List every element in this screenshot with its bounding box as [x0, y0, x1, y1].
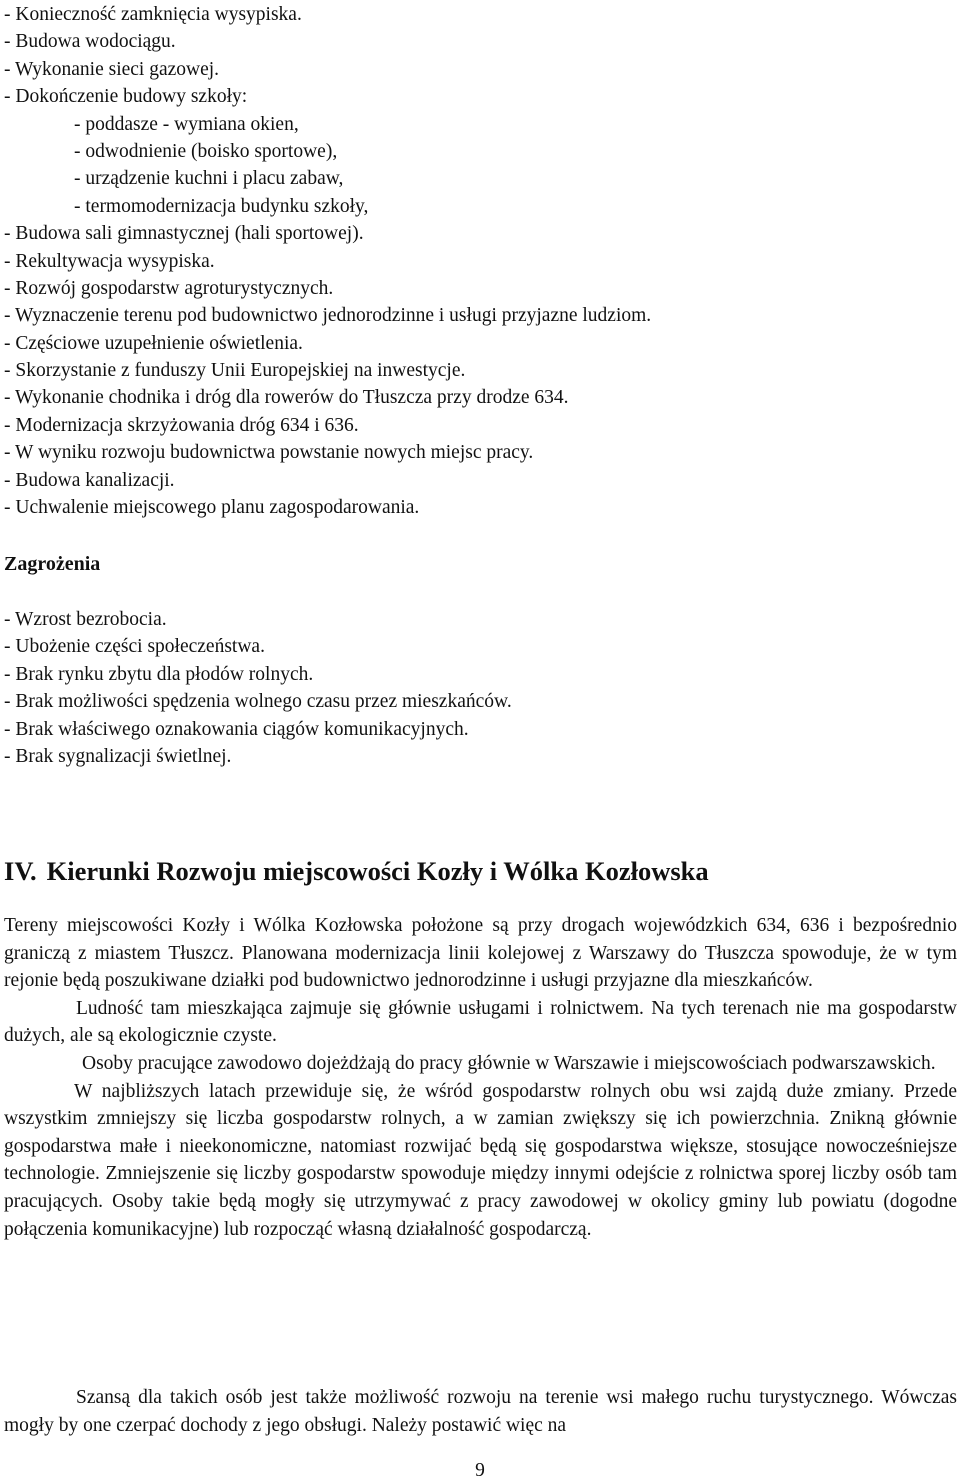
paragraph: Osoby pracujące zawodowo dojeżdżają do pracy głównie w Warszawie i miejscowościach podwarszawskich. [82, 1052, 936, 1074]
list-item: - W wyniku rozwoju budownictwa powstanie nowych miejsc pracy. [4, 442, 534, 464]
final-paragraph: Szansą dla takich osób jest także możliwość rozwoju na terenie wsi małego ruchu turystycznego. Wówczas mogły by one czerpać dochody z jego obsługi. Należy postawić więc na [4, 1387, 957, 1436]
list-item: - Uchwalenie miejscowego planu zagospodarowania. [4, 497, 420, 519]
threat-item: - Brak sygnalizacji świetlnej. [4, 745, 232, 767]
list-item: - Modernizacja skrzyżowania dróg 634 i 636. [4, 414, 359, 436]
list-item: - urządzenie kuchni i placu zabaw, [74, 168, 344, 190]
section-number: IV. [4, 856, 37, 886]
threat-item: - Brak właściwego oznakowania ciągów komunikacyjnych. [4, 718, 469, 740]
paragraph: Ludność tam mieszkająca zajmuje się głównie usługami i rolnictwem. Na tych terenach nie ma gospodarstw dużych, ale są ekologicznie czyste. [4, 997, 957, 1047]
body-text [4, 912, 957, 1243]
threat-item: - Brak rynku zbytu dla płodów rolnych. [4, 663, 314, 685]
list-item: - Budowa wodociągu. [4, 31, 176, 53]
threat-item: - Ubożenie części społeczeństwa. [4, 636, 265, 658]
final-paragraph-block [4, 1384, 957, 1439]
list-item: - poddasze - wymiana okien, [74, 113, 299, 135]
section-title: Kierunki Rozwoju miejscowości Kozły i Wólka Kozłowska [46, 856, 709, 886]
list-item: - odwodnienie (boisko sportowe), [74, 140, 338, 162]
list-item: - Wykonanie sieci gazowej. [4, 58, 220, 80]
threat-item: - Brak możliwości spędzenia wolnego czasu przez mieszkańców. [4, 691, 512, 713]
list-item: - Rekultywacja wysypiska. [4, 250, 215, 272]
list-item: - Skorzystanie z funduszy Unii Europejskiej na inwestycje. [4, 360, 466, 382]
list-item: - Budowa kanalizacji. [4, 469, 175, 491]
list-item: - Rozwój gospodarstw agroturystycznych. [4, 277, 334, 299]
list-item: - Wyznaczenie terenu pod budownictwo jednorodzinne i usługi przyjazne ludziom. [4, 305, 652, 327]
page-number: 9 [475, 1460, 485, 1481]
list-item: - Budowa sali gimnastycznej (hali sportowej). [4, 223, 364, 245]
paragraph: Tereny miejscowości Kozły i Wólka Kozłowska położone są przy drogach wojewódzkich 634, 636 i bezpośrednio graniczą z miastem Tłuszcz. Planowana modernizacja linii kolejowej z Warszawy do Tłuszcza spowoduje, że w tym rejonie będą poszukiwane działki pod budownictwo jednorodzinne i usługi przyjazne dla mieszkańców. [4, 915, 957, 992]
list-item: - Wykonanie chodnika i dróg dla rowerów do Tłuszcza przy drodze 634. [4, 387, 569, 409]
list-item: - Konieczność zamknięcia wysypiska. [4, 4, 302, 25]
opportunities-list [4, 1, 956, 521]
list-item: - Częściowe uzupełnienie oświetlenia. [4, 332, 303, 354]
list-item: - termomodernizacja budynku szkoły, [74, 195, 369, 217]
section-heading [4, 854, 709, 888]
paragraph: W najbliższych latach przewiduje się, że wśród gospodarstw rolnych obu wsi zajdą duże zmiany. Przede wszystkim zmniejszy się liczba gospodarstw rolnych, a w zamian zwiększy się ich powierzchnia. Znikną głównie gospodarstwa małe i nieekonomiczne, natomiast rozwijać będą się gospodarstwa większe, stosujące nowocześniejsze technologie. Zmniejszenie się liczby gospodarstw spowoduje między innymi odejście z rolnictwa sporej liczby osób tam pracujących. Osoby takie będą mogły się utrzymywać z pracy zawodowej w okolicy gminy lub powiatu (dogodne połączenia komunikacyjne) lub rozpocząć własną działalność gospodarczą. [4, 1080, 957, 1240]
threat-item: - Wzrost bezrobocia. [4, 609, 167, 630]
list-item: - Dokończenie budowy szkoły: [4, 86, 248, 108]
threats-heading: Zagrożenia [4, 553, 101, 575]
threats-list [4, 606, 956, 770]
